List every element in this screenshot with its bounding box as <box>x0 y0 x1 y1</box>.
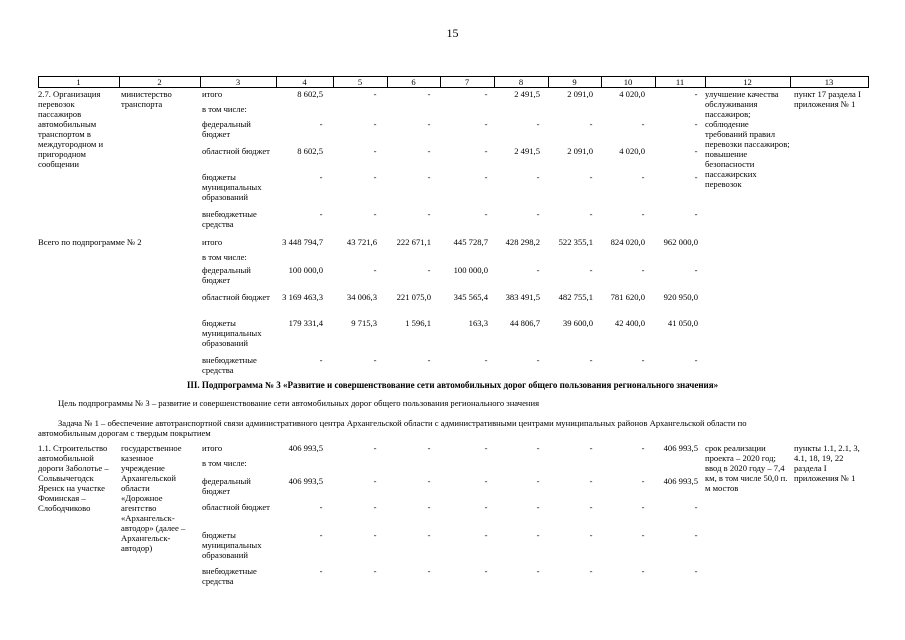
amount-cell: - <box>319 566 323 576</box>
header-cell-7: 7 <box>464 77 470 87</box>
amount-cell: 2 091,0 <box>567 89 593 99</box>
amount-cell: - <box>427 355 431 365</box>
amount-cell: - <box>319 502 323 512</box>
amount-cell: - <box>589 476 593 486</box>
amount-cell: - <box>694 530 698 540</box>
funding-source-label: областной бюджет <box>202 146 270 156</box>
amount-cell: - <box>373 89 377 99</box>
measure-name: 1.1. Строительство автомобильной дороги Заболотье – Сольвычегодск Яренск на участке Фоминская – Слободчиково <box>38 443 109 513</box>
funding-source-label: внебюджетные средства <box>202 566 257 586</box>
funding-source-label: областной бюджет <box>202 502 270 512</box>
amount-cell: - <box>536 530 540 540</box>
amount-cell: - <box>427 502 431 512</box>
header-cell-6: 6 <box>411 77 416 87</box>
amount-cell: - <box>641 119 645 129</box>
subprogram-total-label: Всего по подпрограмме № 2 <box>38 237 142 247</box>
amount-cell: - <box>589 119 593 129</box>
amount-cell: - <box>427 265 431 275</box>
amount-cell: - <box>484 355 488 365</box>
funding-source-label: областной бюджет <box>202 292 270 302</box>
funding-source-label: федеральный бюджет <box>202 119 251 139</box>
funding-source-label: внебюджетные средства <box>202 355 257 375</box>
amount-cell: - <box>589 502 593 512</box>
subprogram-goal: Цель подпрограммы № 3 – развитие и совершенствование сети автомобильных дорог общего пользования регионального значения <box>58 398 540 408</box>
funding-source-label: федеральный бюджет <box>202 265 251 285</box>
funding-source-label: бюджеты муниципальных образований <box>202 318 262 348</box>
amount-cell: - <box>694 265 698 275</box>
amount-cell: 962 000,0 <box>663 237 698 247</box>
amount-cell: 1 596,1 <box>405 318 431 328</box>
amount-cell: 482 755,1 <box>558 292 593 302</box>
amount-cell: - <box>641 265 645 275</box>
amount-cell: - <box>536 119 540 129</box>
amount-cell: - <box>484 119 488 129</box>
amount-cell: - <box>536 265 540 275</box>
amount-cell: - <box>484 146 488 156</box>
amount-cell: 428 298,2 <box>505 237 540 247</box>
amount-cell: - <box>427 89 431 99</box>
amount-cell: 2 491,5 <box>514 89 540 99</box>
header-cell-5: 5 <box>357 77 363 87</box>
amount-cell: 8 602,5 <box>297 89 323 99</box>
header-cell-8: 8 <box>518 77 524 87</box>
amount-cell: 41 050,0 <box>667 318 698 328</box>
header-cell-9: 9 <box>572 77 577 87</box>
amount-cell: - <box>319 119 323 129</box>
amount-cell: - <box>694 355 698 365</box>
amount-cell: - <box>641 566 645 576</box>
amount-cell: - <box>427 146 431 156</box>
amount-cell: - <box>373 119 377 129</box>
header-cell-4: 4 <box>302 77 307 87</box>
task-line-1: Задача № 1 – обеспечение автотранспортной связи административного центра Архангельской области с административными центрами муниципальных районов Архангельской области по <box>58 418 747 428</box>
amount-cell: - <box>641 172 645 182</box>
amount-cell: - <box>536 502 540 512</box>
funding-source-label: федеральный бюджет <box>202 476 251 496</box>
amount-cell: 3 448 794,7 <box>282 237 323 247</box>
amount-cell: 2 491,5 <box>514 146 540 156</box>
amount-cell: - <box>373 355 377 365</box>
amount-cell: - <box>641 209 645 219</box>
header-cell-3: 3 <box>235 77 241 87</box>
amount-cell: 100 000,0 <box>453 265 488 275</box>
section-title: III. Подпрограмма № 3 «Развитие и совершенствование сети автомобильных дорог общего пользования регионального значения» <box>186 380 719 390</box>
amount-cell: - <box>373 476 377 486</box>
amount-cell: - <box>589 172 593 182</box>
amount-cell: 522 355,1 <box>558 237 593 247</box>
amount-cell: - <box>484 530 488 540</box>
amount-cell: - <box>319 530 323 540</box>
amount-cell: - <box>319 209 323 219</box>
amount-cell: 383 491,5 <box>505 292 540 302</box>
amount-cell: 3 169 463,3 <box>282 292 323 302</box>
amount-cell: - <box>536 476 540 486</box>
amount-cell: - <box>694 502 698 512</box>
funding-source-label: внебюджетные средства <box>202 209 257 229</box>
amount-cell: 9 715,3 <box>351 318 377 328</box>
funding-source-label: в том числе: <box>202 104 247 114</box>
amount-cell: - <box>641 502 645 512</box>
amount-cell: - <box>694 89 698 99</box>
amount-cell: - <box>484 566 488 576</box>
funding-source-label: бюджеты муниципальных образований <box>202 530 262 560</box>
amount-cell: - <box>484 209 488 219</box>
amount-cell: - <box>641 530 645 540</box>
header-bottom-rule <box>38 87 868 88</box>
amount-cell: - <box>484 89 488 99</box>
amount-cell: - <box>427 172 431 182</box>
executor: министерство транспорта <box>121 89 172 109</box>
amount-cell: 4 020,0 <box>619 146 645 156</box>
funding-source-label: в том числе: <box>202 252 247 262</box>
amount-cell: 222 671,1 <box>396 237 431 247</box>
amount-cell: - <box>427 530 431 540</box>
indicator-reference: пункт 17 раздела I приложения № 1 <box>794 89 861 109</box>
amount-cell: - <box>536 209 540 219</box>
amount-cell: - <box>427 209 431 219</box>
header-cell-11: 11 <box>675 77 685 87</box>
task-line-2: автомобильным дорогам с твердым покрытием <box>38 428 211 438</box>
header-cell-2: 2 <box>157 77 162 87</box>
amount-cell: - <box>427 119 431 129</box>
amount-cell: - <box>641 476 645 486</box>
amount-cell: 406 993,5 <box>663 476 698 486</box>
amount-cell: 2 091,0 <box>567 146 593 156</box>
expected-result: срок реализации проекта – 2020 год; ввод в 2020 году – 7,4 км, в том числе 50,0 п. м мостов <box>705 443 788 493</box>
amount-cell: - <box>319 172 323 182</box>
amount-cell: - <box>373 172 377 182</box>
amount-cell: - <box>484 172 488 182</box>
amount-cell: - <box>536 443 540 453</box>
amount-cell: - <box>373 530 377 540</box>
amount-cell: 445 728,7 <box>453 237 488 247</box>
page-number: 15 <box>446 26 459 40</box>
amount-cell: 345 565,4 <box>453 292 488 302</box>
amount-cell: - <box>694 119 698 129</box>
measure-name: 2.7. Организация перевозок пассажиров автомобильным транспортом в междугородном и пригородном сообщении <box>38 89 104 169</box>
amount-cell: 781 620,0 <box>610 292 645 302</box>
amount-cell: - <box>641 355 645 365</box>
amount-cell: - <box>373 566 377 576</box>
amount-cell: 43 721,6 <box>346 237 377 247</box>
amount-cell: - <box>589 265 593 275</box>
amount-cell: - <box>589 566 593 576</box>
amount-cell: 179 331,4 <box>288 318 323 328</box>
amount-cell: 44 806,7 <box>509 318 540 328</box>
amount-cell: - <box>589 443 593 453</box>
amount-cell: 824 020,0 <box>610 237 645 247</box>
amount-cell: 406 993,5 <box>288 443 323 453</box>
funding-source-label: в том числе: <box>202 458 247 468</box>
funding-source-label: итого <box>202 443 223 453</box>
amount-cell: 406 993,5 <box>288 476 323 486</box>
amount-cell: - <box>373 265 377 275</box>
amount-cell: 163,3 <box>468 318 488 328</box>
amount-cell: - <box>694 172 698 182</box>
amount-cell: - <box>589 209 593 219</box>
amount-cell: 34 006,3 <box>346 292 377 302</box>
funding-source-label: итого <box>202 89 223 99</box>
amount-cell: - <box>694 146 698 156</box>
amount-cell: - <box>536 172 540 182</box>
amount-cell: - <box>319 355 323 365</box>
amount-cell: 39 600,0 <box>562 318 593 328</box>
amount-cell: - <box>536 355 540 365</box>
funding-source-label: итого <box>202 237 223 247</box>
indicator-reference: пункты 1.1, 2.1, 3, 4.1, 18, 19, 22 раздела I приложения № 1 <box>794 443 860 483</box>
amount-cell: 221 075,0 <box>396 292 431 302</box>
amount-cell: - <box>484 476 488 486</box>
amount-cell: - <box>694 566 698 576</box>
amount-cell: - <box>484 443 488 453</box>
header-cell-13: 13 <box>824 77 834 87</box>
amount-cell: - <box>589 530 593 540</box>
amount-cell: - <box>484 502 488 512</box>
amount-cell: - <box>694 209 698 219</box>
amount-cell: 920 950,0 <box>663 292 698 302</box>
header-cell-1: 1 <box>76 77 81 87</box>
amount-cell: 100 000,0 <box>288 265 323 275</box>
expected-result: улучшение качества обслуживания пассажиров; соблюдение требований правил перевозки пассажиров; повышение безопасности пассажирских перевозок <box>705 89 790 189</box>
amount-cell: 4 020,0 <box>619 89 645 99</box>
funding-source-label: бюджеты муниципальных образований <box>202 172 262 202</box>
amount-cell: - <box>589 355 593 365</box>
amount-cell: - <box>536 566 540 576</box>
amount-cell: - <box>373 443 377 453</box>
amount-cell: - <box>427 566 431 576</box>
amount-cell: - <box>427 443 431 453</box>
amount-cell: - <box>641 443 645 453</box>
amount-cell: - <box>373 146 377 156</box>
amount-cell: 8 602,5 <box>297 146 323 156</box>
header-column-divider <box>868 76 869 88</box>
amount-cell: - <box>373 502 377 512</box>
executor: государственное казенное учреждение Архангельской области «Дорожное агентство «Архангельск-автодор» (далее – Архангельск-автодор) <box>121 443 186 553</box>
amount-cell: - <box>373 209 377 219</box>
amount-cell: - <box>427 476 431 486</box>
amount-cell: 42 400,0 <box>614 318 645 328</box>
amount-cell: 406 993,5 <box>663 443 698 453</box>
header-cell-10: 10 <box>623 77 633 87</box>
header-cell-12: 12 <box>743 77 752 87</box>
